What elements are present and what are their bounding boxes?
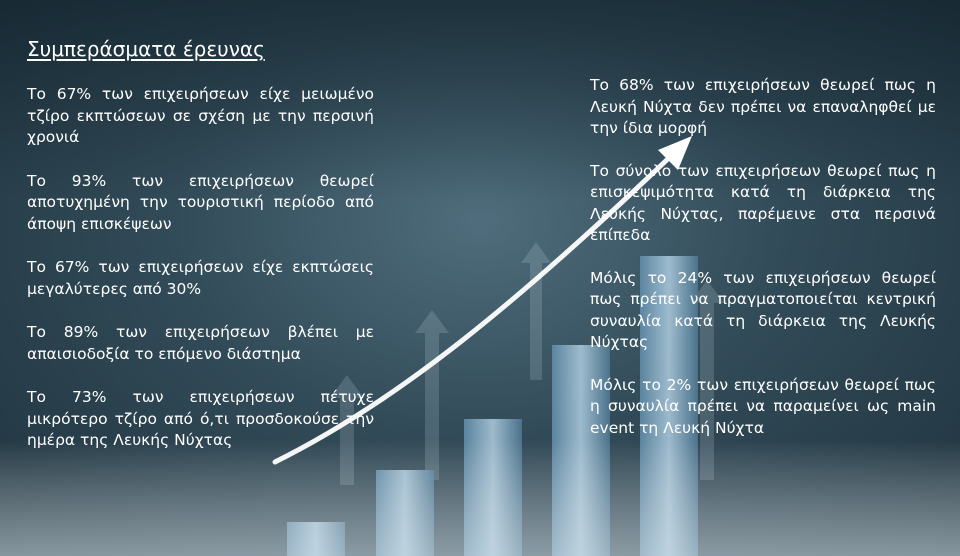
left-findings-column: [27, 84, 374, 452]
finding-text: Το 68% των επιχειρήσεων θεωρεί πως η Λευκή Νύχτα δεν πρέπει να επαναληφθεί με την ίδια μορφή: [590, 76, 936, 137]
finding-text: Το 67% των επιχειρήσεων είχε μειωμένο τζίρο εκπτώσεων σε σχέση με την περσινή χρονιά: [27, 85, 374, 146]
finding-text: Το 67% των επιχειρήσεων είχε εκπτώσεις μεγαλύτερες από 30%: [27, 258, 374, 298]
finding-text: Το 73% των επιχειρήσεων πέτυχε μικρότερο τζίρο από ό,τι προσδοκούσε την ημέρα της Λευκής Νύχτας: [27, 388, 374, 449]
finding-text: Μόλις το 24% των επιχειρήσεων θεωρεί πως πρέπει να πραγματοποιείται κεντρική συναυλία κατά τη διάρκεια της Λευκής Νύχτας: [590, 268, 936, 351]
page-title: Συμπεράσματα έρευνας: [27, 37, 265, 61]
finding-text: Μόλις το 2% των επιχειρήσεων θεωρεί πως η συναυλία πρέπει να παραμείνει ως main event τη Λευκή Νύχτα: [590, 375, 936, 437]
right-findings-column: [590, 75, 936, 439]
finding-text: Το 89% των επιχειρήσεων βλέπει με απαισιοδοξία το επόμενο διάστημα: [27, 323, 374, 363]
finding-text: Το σύνολο των επιχειρήσεων θεωρεί πως η επισκεψιμότητα κατά τη διάρκεια της Λευκής Νύχτας, παρέμεινε στα περσινά επίπεδα: [590, 161, 936, 244]
finding-text: Το 93% των επιχειρήσεων θεωρεί αποτυχημένη την τουριστική περίοδο από άποψη επισκέψεων: [27, 171, 374, 233]
